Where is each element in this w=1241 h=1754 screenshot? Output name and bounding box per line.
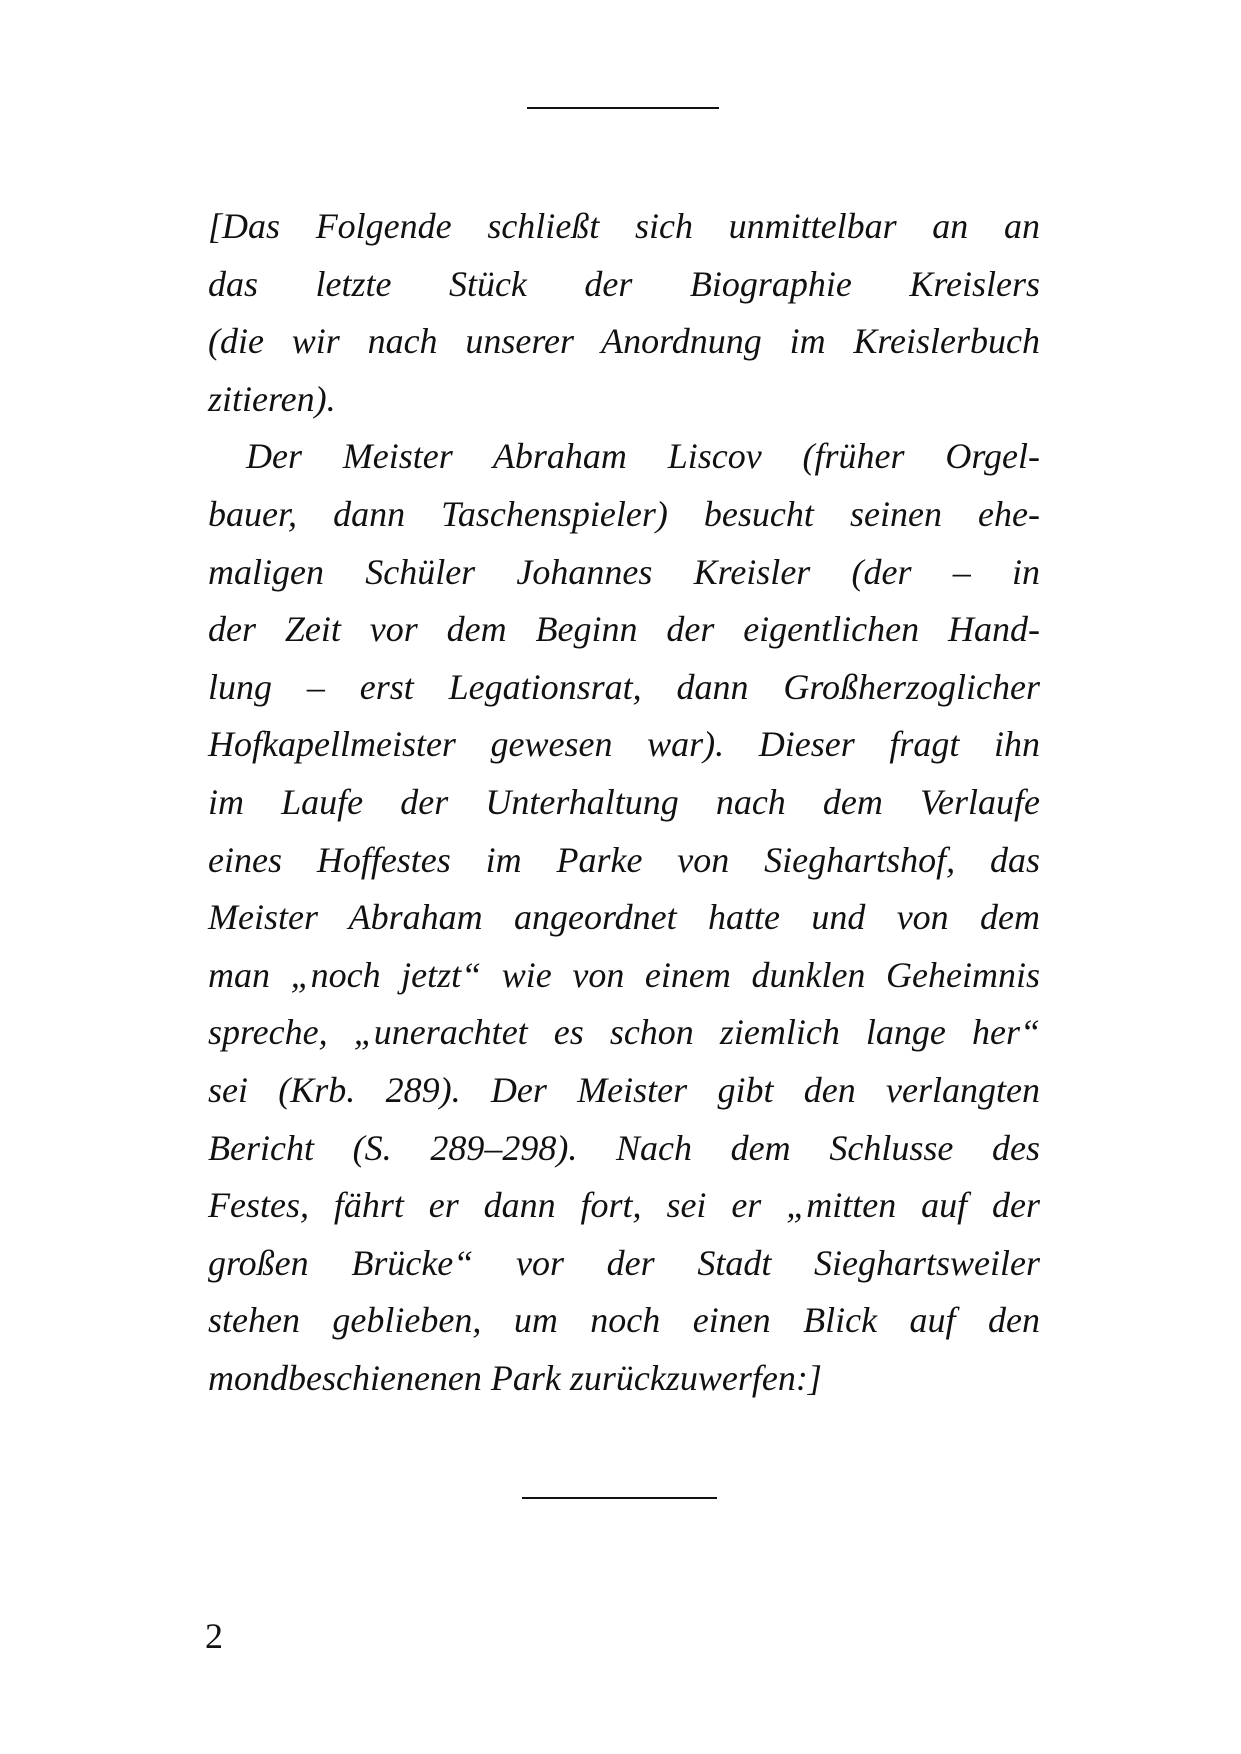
text-line: sei (Krb. 289). Der Meister gibt den verlangten: [208, 1069, 1040, 1110]
body-text: [208, 198, 1040, 1407]
text-line: stehen geblieben, um noch einen Blick auf den: [208, 1300, 1040, 1341]
text-line: Hofkapellmeister gewesen war). Dieser fragt ihn: [208, 724, 1040, 765]
text-line: Meister Abraham angeordnet hatte und von dem: [208, 897, 1040, 938]
text-line: im Laufe der Unterhaltung nach dem Verlaufe: [208, 781, 1040, 822]
text-line: man „noch jetzt“ wie von einem dunklen Geheimnis: [208, 954, 1040, 995]
text-line: Der Meister Abraham Liscov (früher Orgel-: [246, 436, 1040, 477]
text-line: [Das Folgende schließt sich unmittelbar an an: [208, 206, 1040, 246]
text-line: eines Hoffestes im Parke von Sieghartshof, das: [208, 839, 1040, 880]
paragraph-intro: [208, 198, 1040, 428]
text-line: lung – erst Legationsrat, dann Großherzoglicher: [208, 666, 1040, 707]
text-line: das letzte Stück der Biographie Kreislers: [208, 263, 1040, 304]
text-line: mondbeschienenen Park zurückzuwerfen:]: [208, 1357, 822, 1398]
text-line: der Zeit vor dem Beginn der eigentlichen Hand-: [208, 609, 1040, 650]
top-rule: [527, 107, 719, 109]
bottom-rule: [522, 1497, 717, 1499]
text-line: maligen Schüler Johannes Kreisler (der – in: [208, 551, 1040, 592]
text-line: Festes, fährt er dann fort, sei er „mitten auf der: [208, 1185, 1040, 1226]
page-number: 2: [205, 1616, 223, 1656]
text-line: Bericht (S. 289–298). Nach dem Schlusse des: [208, 1127, 1040, 1168]
text-line: spreche, „unerachtet es schon ziemlich lange her“: [208, 1012, 1040, 1053]
text-line: bauer, dann Taschenspieler) besucht seinen ehe-: [208, 493, 1040, 534]
text-line: großen Brücke“ vor der Stadt Sieghartsweiler: [208, 1242, 1040, 1283]
text-line: zitieren).: [208, 378, 336, 419]
paragraph-summary: [208, 428, 1040, 1407]
text-line: (die wir nach unserer Anordnung im Kreislerbuch: [208, 321, 1040, 362]
